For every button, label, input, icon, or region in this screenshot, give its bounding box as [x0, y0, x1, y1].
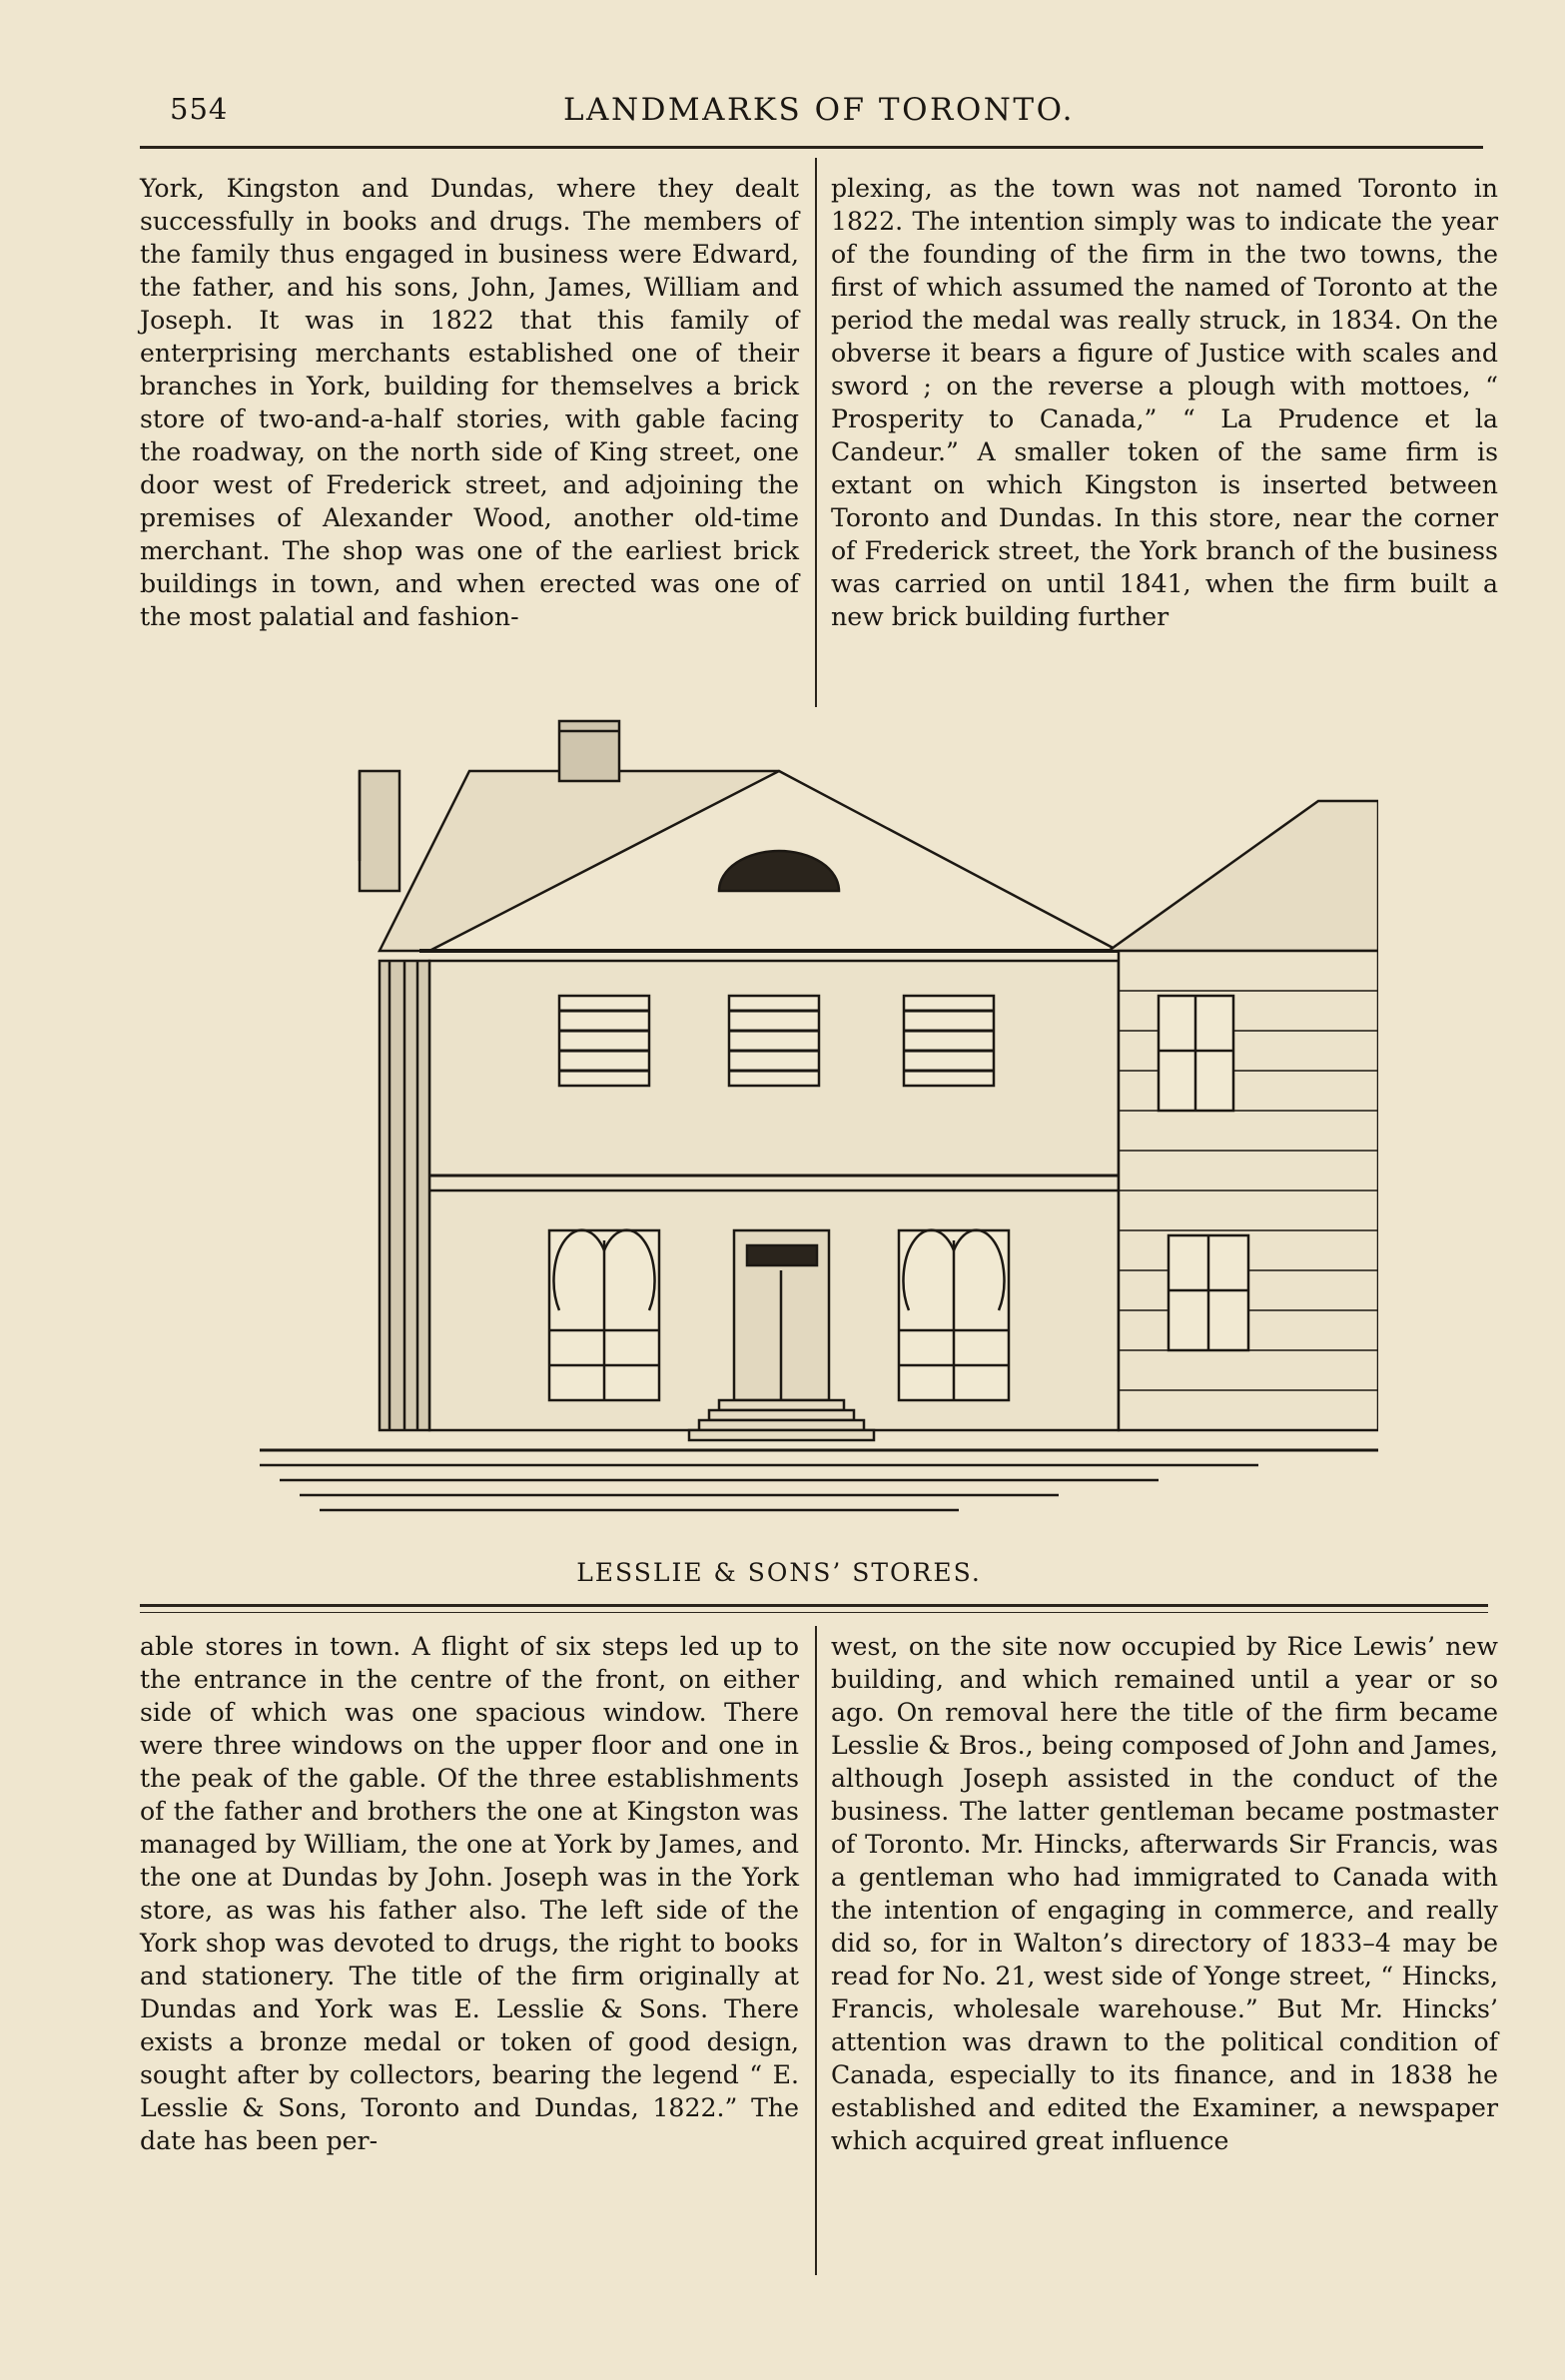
column-divider: [815, 1626, 817, 2275]
paragraph: able stores in town. A flight of six steps led up to the entrance in the centre of the front, on either side of which was one spacious window. There were three windows on the upper floor and one in the peak of the gable. Of the three establishments of the father and brothers the one at Kingston was managed by William, the one at York by James, and the one at Dundas by John. Joseph was in the York store, as was his father also. The left side of the York shop was devoted to drugs, the right to books and stationery. The title of the firm originally at Dundas and York was E. Lesslie & Sons. There exists a bronze medal or token of good design, sought after by collectors, bearing the legend “ E. Lesslie & Sons, Toronto and Dundas, 1822.” The date has been per-: [140, 1632, 799, 2155]
running-head: LANDMARKS OF TORONTO.: [562, 92, 1076, 128]
page-number: 554: [170, 92, 229, 126]
store-illustration: [260, 711, 1378, 1550]
column-top-right: [831, 172, 1498, 633]
section-rule: [140, 1604, 1488, 1607]
column-bottom-left: [140, 1630, 799, 2157]
paragraph: west, on the site now occupied by Rice Lewis’ new building, and which remained until a year or so ago. On removal here the title of the firm became Lesslie & Bros., being composed of John and James, although Joseph assisted in the conduct of the business. The latter gentleman became postmaster of Toronto. Mr. Hincks, afterwards Sir Francis, was a gentleman who had immigrated to Canada with the intention of engaging in commerce, and really did so, for in Walton’s directory of 1833–4 may be read for No. 21, west side of Yonge street, “ Hincks, Francis, wholesale warehouse.” But Mr. Hincks’ attention was drawn to the political condition of Canada, especially to its finance, and in 1838 he established and edited the Examiner, a newspaper which acquired great influence: [831, 1632, 1498, 2155]
illustration-caption: LESSLIE & SONS’ STORES.: [576, 1558, 982, 1587]
header-rule: [140, 146, 1483, 149]
section-rule-thin: [140, 1612, 1488, 1613]
column-top-left: [140, 172, 799, 633]
column-bottom-right: [831, 1630, 1498, 2157]
paragraph: York, Kingston and Dundas, where they dealt successfully in books and drugs. The members of the family thus engaged in business were Edward, the father, and his sons, John, James, William and Joseph. It was in 1822 that this family of enterprising merchants established one of their branches in York, building for themselves a brick store of two-and-a-half stories, with gable facing the roadway, on the north side of King street, one door west of Frederick street, and adjoining the premises of Alexander Wood, another old-time merchant. The shop was one of the earliest brick buildings in town, and when erected was one of the most palatial and fashion-: [140, 174, 799, 631]
paragraph: plexing, as the town was not named Toronto in 1822. The intention simply was to indicate the year of the founding of the firm in the two towns, the first of which assumed the named of Toronto at the period the medal was really struck, in 1834. On the obverse it bears a figure of Justice with scales and sword ; on the reverse a plough with mottoes, “ Prosperity to Canada,” “ La Prudence et la Candeur.” A smaller token of the same firm is extant on which Kingston is inserted between Toronto and Dundas. In this store, near the corner of Frederick street, the York branch of the business was carried on until 1841, when the firm built a new brick building further: [831, 174, 1498, 631]
column-divider: [815, 158, 817, 707]
